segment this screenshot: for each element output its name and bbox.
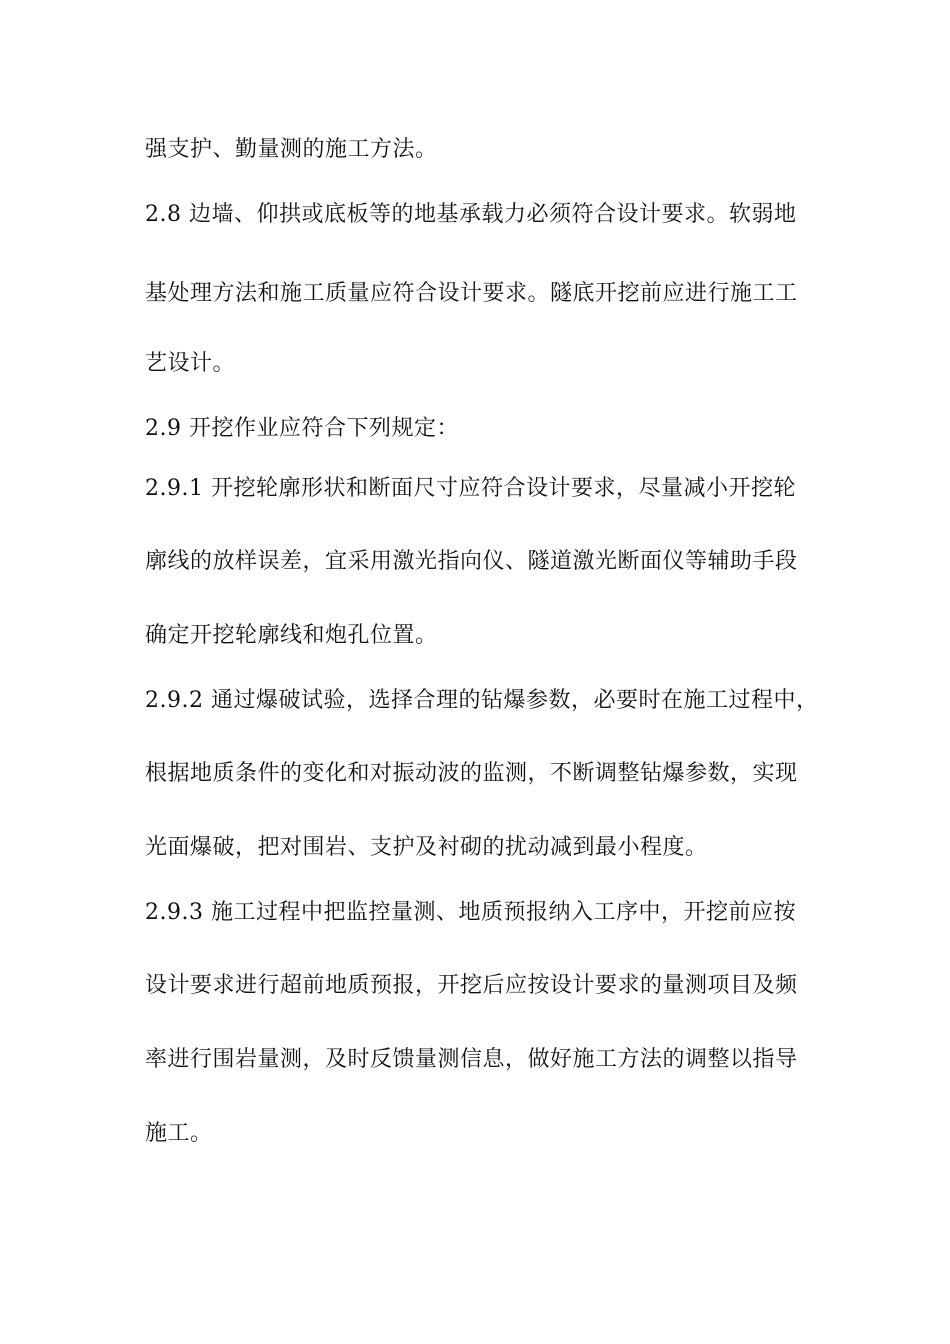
text-line: 设计要求进行超前地质预报，开挖后应按设计要求的量测项目及频 bbox=[145, 973, 798, 998]
text-line: 基处理方法和施工质量应符合设计要求。隧底开挖前应进行施工工 bbox=[145, 281, 798, 306]
text-line: 施工。 bbox=[145, 1121, 213, 1146]
text-line: 强支护、勤量测的施工方法。 bbox=[145, 137, 438, 162]
text-line: 确定开挖轮廓线和炮孔位置。 bbox=[145, 623, 438, 648]
text-line: 廓线的放样误差，宜采用激光指向仪、隧道激光断面仪等辅助手段 bbox=[145, 549, 798, 574]
text-line: 光面爆破，把对围岩、支护及衬砌的扰动减到最小程度。 bbox=[145, 835, 708, 860]
text-line: 根据地质条件的变化和对振动波的监测，不断调整钻爆参数，实现 bbox=[145, 761, 798, 786]
text-line: 2.9 开挖作业应符合下列规定： bbox=[145, 416, 459, 441]
text-line: 2.9.2 通过爆破试验，选择合理的钻爆参数，必要时在施工过程中， bbox=[145, 688, 819, 713]
text-line: 艺设计。 bbox=[145, 351, 236, 376]
text-line: 2.9.3 施工过程中把监控量测、地质预报纳入工序中，开挖前应按 bbox=[145, 900, 796, 925]
text-line: 2.9.1 开挖轮廓形状和断面尺寸应符合设计要求，尽量减小开挖轮 bbox=[145, 476, 796, 501]
text-line: 率进行围岩量测，及时反馈量测信息，做好施工方法的调整以指导 bbox=[145, 1047, 798, 1072]
text-line: 2.8 边墙、仰拱或底板等的地基承载力必须符合设计要求。软弱地 bbox=[145, 202, 797, 227]
